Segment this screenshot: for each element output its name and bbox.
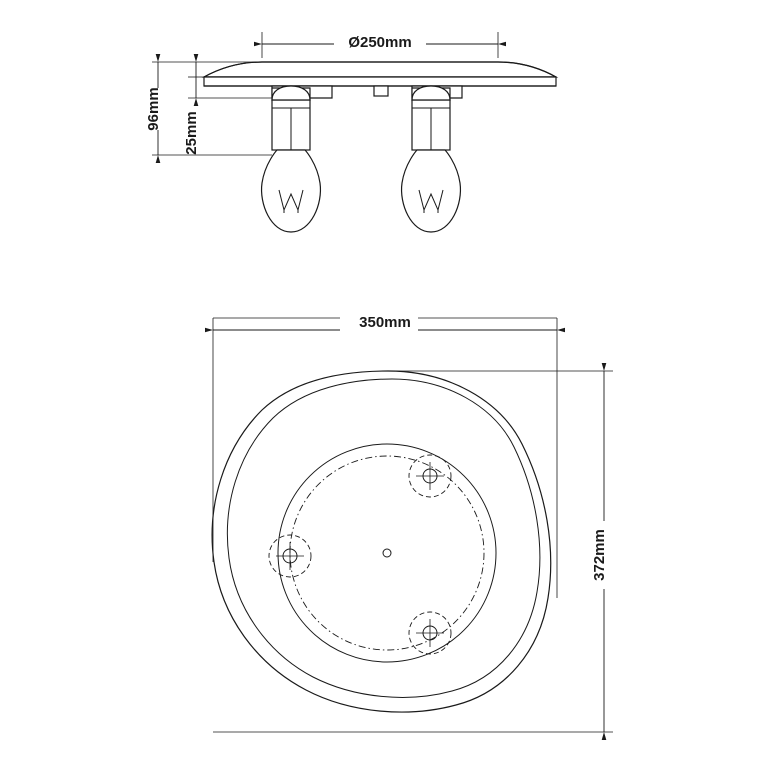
dimension-label-depth: 372mm — [591, 529, 608, 581]
dimension-diameter-250 — [262, 32, 498, 58]
front-elevation-view — [145, 32, 556, 232]
plan-view — [212, 313, 613, 732]
dimension-label-diameter: Ø250mm — [348, 34, 412, 51]
dimension-width-350 — [213, 313, 557, 331]
lamp-holder-left — [262, 86, 332, 232]
mounting-hole-top-right — [409, 455, 451, 497]
lamp-holder-right — [402, 86, 462, 232]
mounting-hole-left — [269, 535, 311, 577]
dimension-label-plate-height: 25mm — [183, 111, 200, 155]
plate-outline-plan — [212, 371, 551, 712]
dimension-label-height: 96mm — [145, 87, 162, 131]
inner-circles-plan — [278, 444, 496, 662]
ceiling-plate-elevation — [204, 62, 556, 96]
dimension-label-width: 350mm — [359, 314, 411, 331]
dimension-depth-372 — [591, 371, 612, 732]
mounting-hole-bottom — [409, 612, 451, 654]
